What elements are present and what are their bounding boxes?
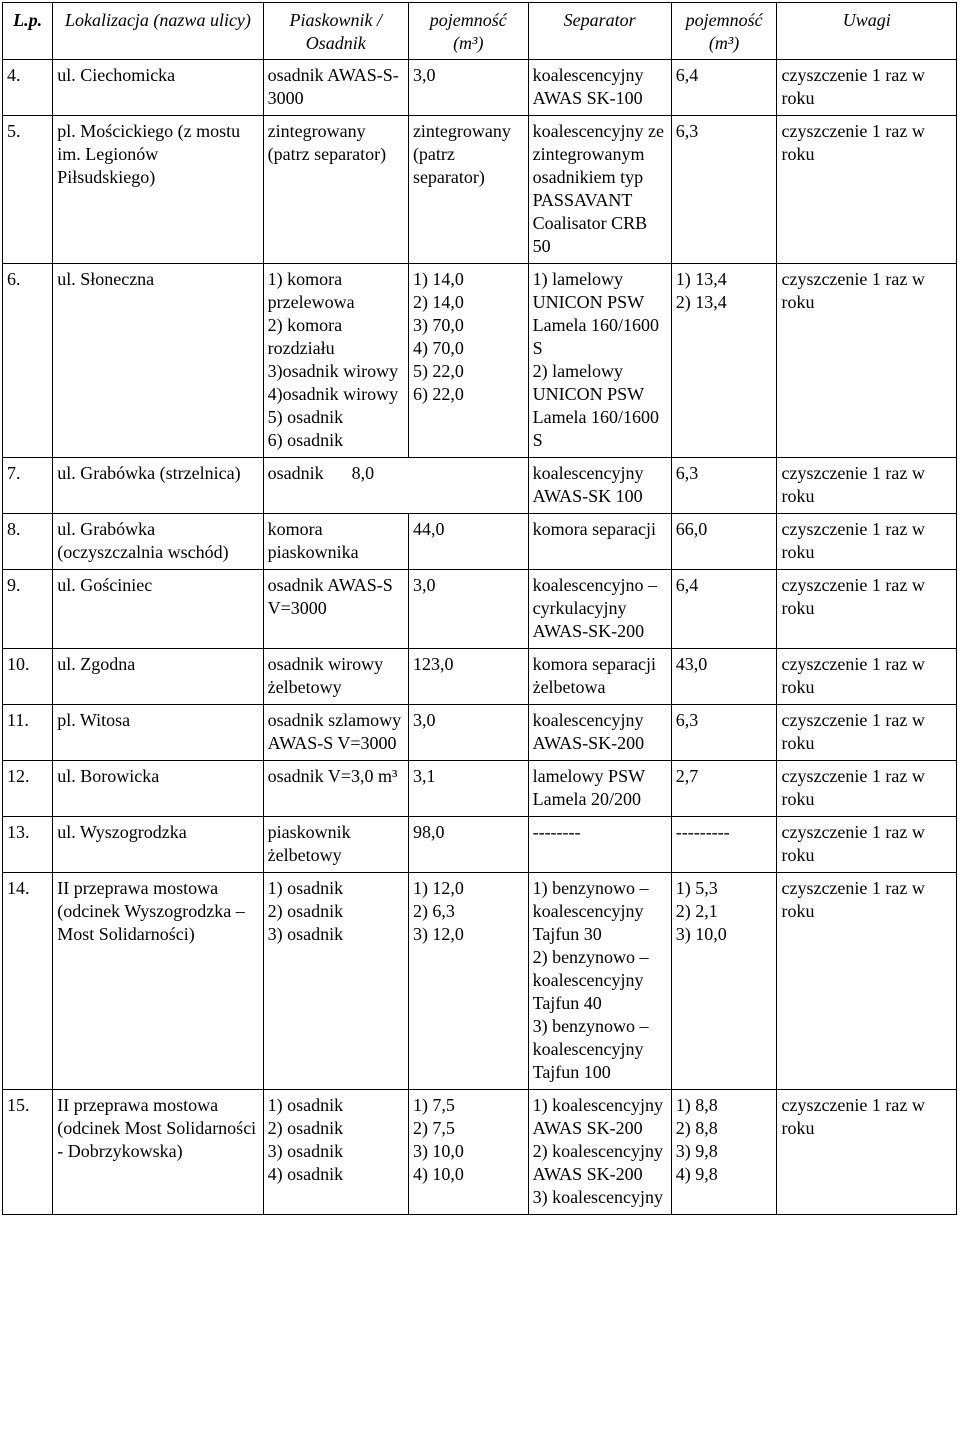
table-row	[3, 514, 957, 570]
cell-sand-trap: 1) komora przelewowa 2) komora rozdziału 3)osadnik wirowy 4)osadnik wirowy 5) osadnik 6) osadnik	[263, 264, 408, 458]
cell-location: ul. Ciechomicka	[53, 60, 263, 116]
header-uwagi: Uwagi	[777, 3, 957, 60]
cell-lp: 14.	[3, 873, 53, 1090]
cell-location: ul. Słoneczna	[53, 264, 263, 458]
cell-lp: 11.	[3, 705, 53, 761]
cell-separator: komora separacji	[528, 514, 671, 570]
cell-lp: 7.	[3, 458, 53, 514]
cell-capacity-1: 1) 7,5 2) 7,5 3) 10,0 4) 10,0	[408, 1090, 528, 1215]
cell-lp: 8.	[3, 514, 53, 570]
table-row	[3, 264, 957, 458]
table-row	[3, 116, 957, 264]
cell-sand-trap: osadnik AWAS-S V=3000	[263, 570, 408, 649]
cell-remarks: czyszczenie 1 raz w roku	[777, 60, 957, 116]
cell-location: II przeprawa mostowa (odcinek Most Solidarności - Dobrzykowska)	[53, 1090, 263, 1215]
cell-capacity-1: 123,0	[408, 649, 528, 705]
cell-location: ul. Zgodna	[53, 649, 263, 705]
table-row	[3, 705, 957, 761]
table-row	[3, 873, 957, 1090]
cell-remarks: czyszczenie 1 raz w roku	[777, 570, 957, 649]
header-row	[3, 3, 957, 60]
cell-location: pl. Witosa	[53, 705, 263, 761]
cell-sand-trap-capacity	[263, 458, 528, 514]
cell-separator: komora separacji żelbetowa	[528, 649, 671, 705]
cell-lp: 13.	[3, 817, 53, 873]
cell-capacity-1: zintegrowany (patrz separator)	[408, 116, 528, 264]
cell-capacity-2: 1) 5,3 2) 2,1 3) 10,0	[671, 873, 777, 1090]
cell-remarks: czyszczenie 1 raz w roku	[777, 264, 957, 458]
cell-sand-trap: osadnik V=3,0 m³	[263, 761, 408, 817]
cell-capacity-2: 66,0	[671, 514, 777, 570]
cell-capacity-1: 1) 14,0 2) 14,0 3) 70,0 4) 70,0 5) 22,0 6) 22,0	[408, 264, 528, 458]
cell-separator: koalescencyjny AWAS SK-100	[528, 60, 671, 116]
cell-lp: 12.	[3, 761, 53, 817]
cell-location: ul. Grabówka (strzelnica)	[53, 458, 263, 514]
cell-remarks: czyszczenie 1 raz w roku	[777, 649, 957, 705]
cell-capacity-1: 3,0	[408, 705, 528, 761]
header-pojemnosc-2: pojemność (m³)	[671, 3, 777, 60]
table-row	[3, 1090, 957, 1215]
cell-lp: 9.	[3, 570, 53, 649]
capacity-text: 8,0	[351, 463, 375, 483]
cell-remarks: czyszczenie 1 raz w roku	[777, 761, 957, 817]
cell-separator: 1) benzynowo – koalescencyjny Tajfun 30 2) benzynowo – koalescencyjny Tajfun 40 3) benzynowo – koalescencyjny Tajfun 100	[528, 873, 671, 1090]
cell-capacity-2: 6,4	[671, 570, 777, 649]
header-piaskownik: Piaskownik / Osadnik	[263, 3, 408, 60]
cell-capacity-2: ---------	[671, 817, 777, 873]
cell-capacity-2: 6,3	[671, 705, 777, 761]
cell-remarks: czyszczenie 1 raz w roku	[777, 1090, 957, 1215]
cell-lp: 15.	[3, 1090, 53, 1215]
header-lokalizacja: Lokalizacja (nazwa ulicy)	[53, 3, 263, 60]
cell-separator: lamelowy PSW Lamela 20/200	[528, 761, 671, 817]
cell-lp: 4.	[3, 60, 53, 116]
table-row	[3, 817, 957, 873]
cell-capacity-1: 3,1	[408, 761, 528, 817]
cell-sand-trap: 1) osadnik 2) osadnik 3) osadnik 4) osadnik	[263, 1090, 408, 1215]
cell-sand-trap: osadnik AWAS-S-3000	[263, 60, 408, 116]
table-row	[3, 649, 957, 705]
header-separator: Separator	[528, 3, 671, 60]
cell-remarks: czyszczenie 1 raz w roku	[777, 514, 957, 570]
cell-capacity-2: 2,7	[671, 761, 777, 817]
cell-location: ul. Grabówka (oczyszczalnia wschód)	[53, 514, 263, 570]
table-row	[3, 761, 957, 817]
cell-capacity-2: 1) 8,8 2) 8,8 3) 9,8 4) 9,8	[671, 1090, 777, 1215]
table-row	[3, 458, 957, 514]
cell-capacity-2: 1) 13,4 2) 13,4	[671, 264, 777, 458]
cell-capacity-1: 1) 12,0 2) 6,3 3) 12,0	[408, 873, 528, 1090]
cell-separator: koalescencyjny AWAS-SK-200	[528, 705, 671, 761]
cell-lp: 6.	[3, 264, 53, 458]
cell-remarks: czyszczenie 1 raz w roku	[777, 705, 957, 761]
cell-separator: --------	[528, 817, 671, 873]
cell-sand-trap: piaskownik żelbetowy	[263, 817, 408, 873]
cell-location: ul. Borowicka	[53, 761, 263, 817]
cell-sand-trap: zintegrowany (patrz separator)	[263, 116, 408, 264]
cell-remarks: czyszczenie 1 raz w roku	[777, 817, 957, 873]
cell-remarks: czyszczenie 1 raz w roku	[777, 873, 957, 1090]
cell-sand-trap: 1) osadnik 2) osadnik 3) osadnik	[263, 873, 408, 1090]
cell-lp: 5.	[3, 116, 53, 264]
cell-separator: koalescencyjny AWAS-SK 100	[528, 458, 671, 514]
cell-separator: 1) lamelowy UNICON PSW Lamela 160/1600 S 2) lamelowy UNICON PSW Lamela 160/1600 S	[528, 264, 671, 458]
cell-capacity-1: 98,0	[408, 817, 528, 873]
cell-remarks: czyszczenie 1 raz w roku	[777, 116, 957, 264]
cell-location: ul. Gościniec	[53, 570, 263, 649]
cell-sand-trap: osadnik wirowy żelbetowy	[263, 649, 408, 705]
cell-capacity-1: 3,0	[408, 60, 528, 116]
cell-location: pl. Mościckiego (z mostu im. Legionów Piłsudskiego)	[53, 116, 263, 264]
cell-location: II przeprawa mostowa (odcinek Wyszogrodzka – Most Solidarności)	[53, 873, 263, 1090]
header-pojemnosc-1: pojemność (m³)	[408, 3, 528, 60]
cell-capacity-2: 6,3	[671, 116, 777, 264]
cell-separator: koalescencyjno – cyrkulacyjny AWAS-SK-200	[528, 570, 671, 649]
cell-capacity-1: 3,0	[408, 570, 528, 649]
facilities-table	[2, 2, 957, 1215]
cell-capacity-1: 44,0	[408, 514, 528, 570]
sand-trap-text: osadnik	[267, 463, 324, 483]
cell-capacity-2: 6,3	[671, 458, 777, 514]
cell-capacity-2: 43,0	[671, 649, 777, 705]
cell-lp: 10.	[3, 649, 53, 705]
cell-sand-trap: komora piaskownika	[263, 514, 408, 570]
header-lp: L.p.	[3, 3, 53, 60]
table-row	[3, 570, 957, 649]
cell-remarks: czyszczenie 1 raz w roku	[777, 458, 957, 514]
cell-sand-trap: osadnik szlamowy AWAS-S V=3000	[263, 705, 408, 761]
table-row	[3, 60, 957, 116]
cell-capacity-2: 6,4	[671, 60, 777, 116]
cell-separator: koalescencyjny ze zintegrowanym osadnikiem typ PASSAVANT Coalisator CRB 50	[528, 116, 671, 264]
cell-separator: 1) koalescencyjny AWAS SK-200 2) koalescencyjny AWAS SK-200 3) koalescencyjny	[528, 1090, 671, 1215]
cell-location: ul. Wyszogrodzka	[53, 817, 263, 873]
